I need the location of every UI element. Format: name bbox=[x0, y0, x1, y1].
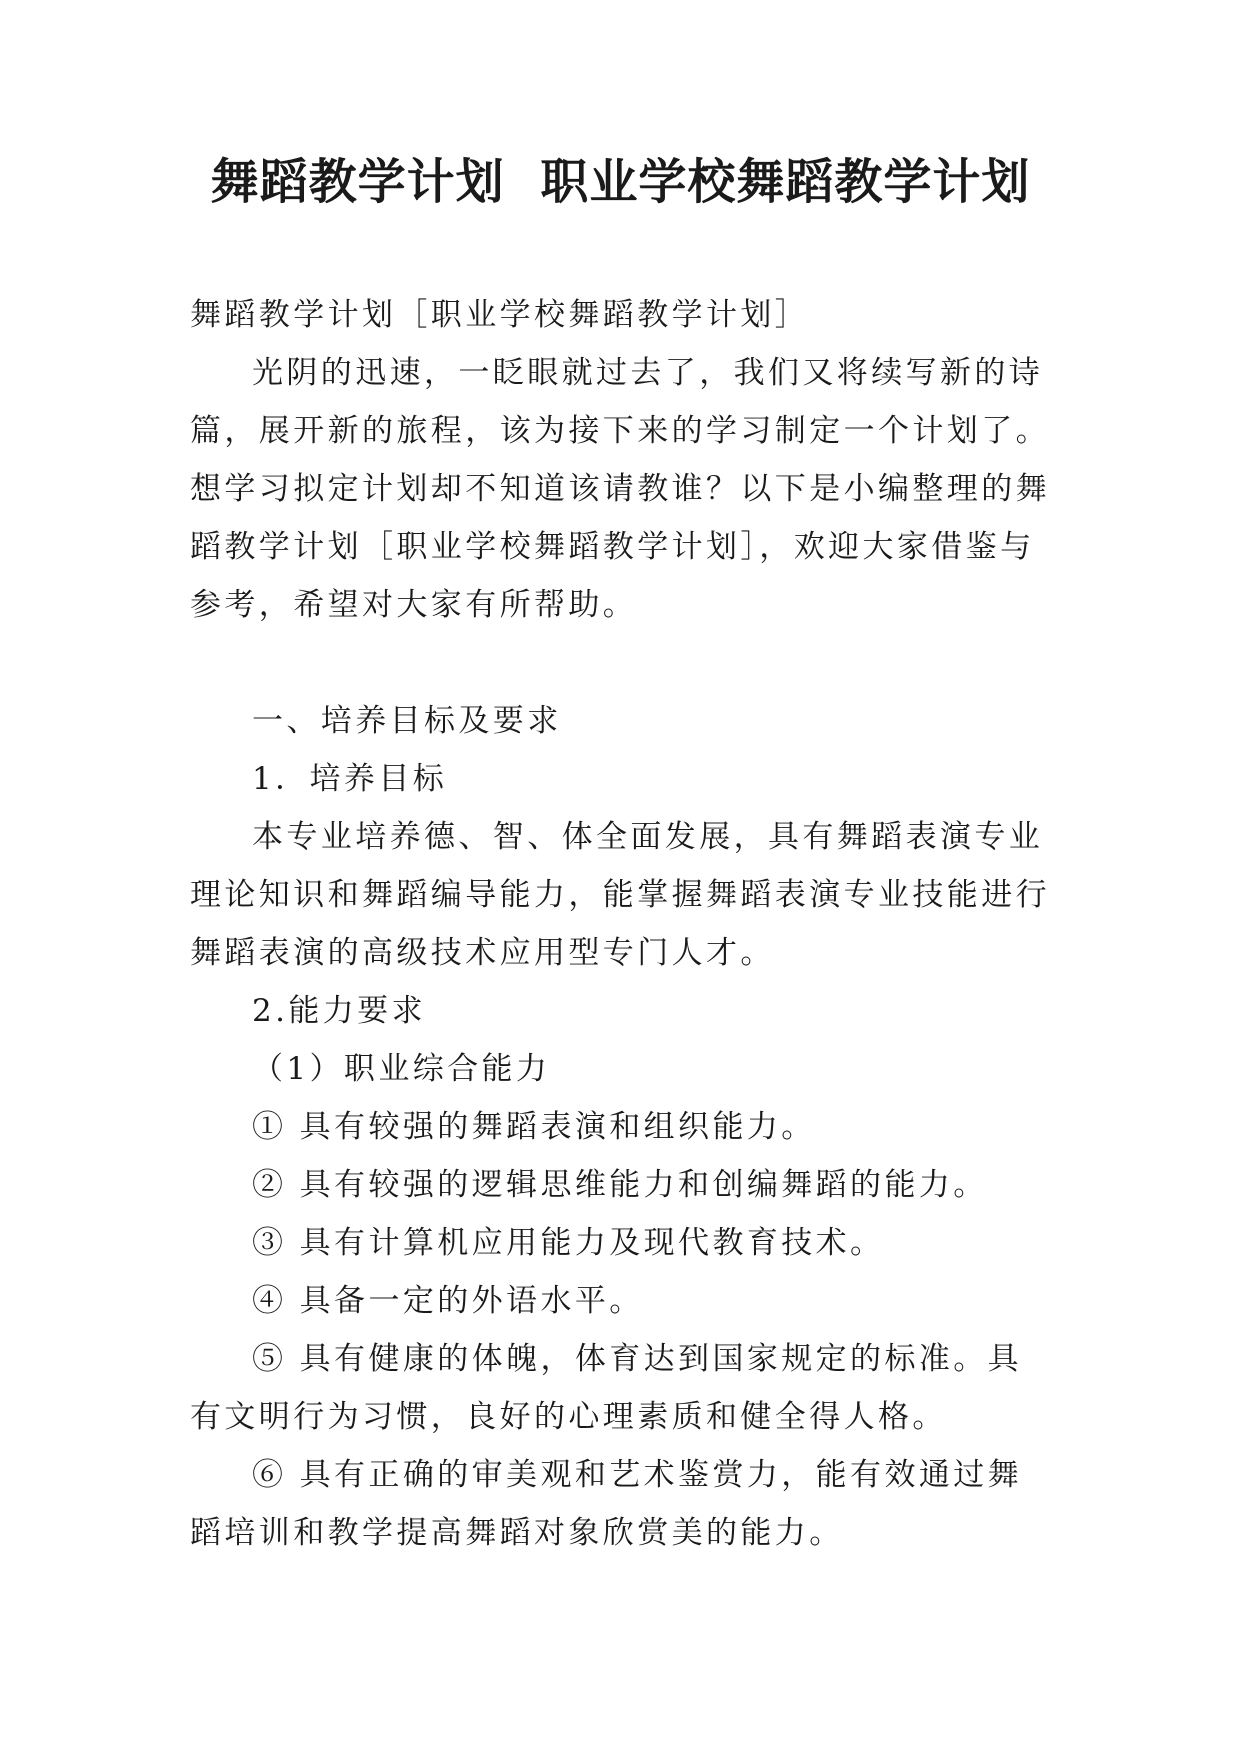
document-title: 舞蹈教学计划 职业学校舞蹈教学计划 bbox=[210, 154, 1031, 210]
subheading-ability-requirements: 2.能力要求 bbox=[252, 993, 426, 1029]
list-item: ② 具有较强的逻辑思维能力和创编舞蹈的能力。 bbox=[252, 1167, 988, 1203]
document-subtitle: 舞蹈教学计划［职业学校舞蹈教学计划］ bbox=[190, 297, 810, 333]
subheading-training-goal: 1．培养目标 bbox=[252, 761, 448, 797]
document-body bbox=[190, 286, 1050, 1562]
training-goal-paragraph: 本专业培养德、智、体全面发展，具有舞蹈表演专业理论知识和舞蹈编导能力，能掌握舞蹈表演专业技能进行舞蹈表演的高级技术应用型专门人才。 bbox=[190, 819, 1050, 971]
list-item: ① 具有较强的舞蹈表演和组织能力。 bbox=[252, 1109, 816, 1145]
list-item: ⑥ 具有正确的审美观和艺术鉴赏力，能有效通过舞蹈培训和教学提高舞蹈对象欣赏美的能力。 bbox=[190, 1457, 1023, 1551]
paragraph-spacer bbox=[190, 634, 1050, 692]
list-item: ⑤ 具有健康的体魄，体育达到国家规定的标准。具有文明行为习惯，良好的心理素质和健全得人格。 bbox=[190, 1341, 1023, 1435]
section-heading-training-goals: 一、培养目标及要求 bbox=[252, 703, 562, 739]
intro-paragraph: 光阴的迅速，一眨眼就过去了，我们又将续写新的诗篇，展开新的旅程，该为接下来的学习制定一个计划了。想学习拟定计划却不知道该请教谁？以下是小编整理的舞蹈教学计划［职业学校舞蹈教学计划］，欢迎大家借鉴与参考，希望对大家有所帮助。 bbox=[190, 355, 1050, 623]
subheading-vocational-ability: （1）职业综合能力 bbox=[252, 1051, 551, 1087]
list-item: ④ 具备一定的外语水平。 bbox=[252, 1283, 644, 1319]
list-item: ③ 具有计算机应用能力及现代教育技术。 bbox=[252, 1225, 885, 1261]
